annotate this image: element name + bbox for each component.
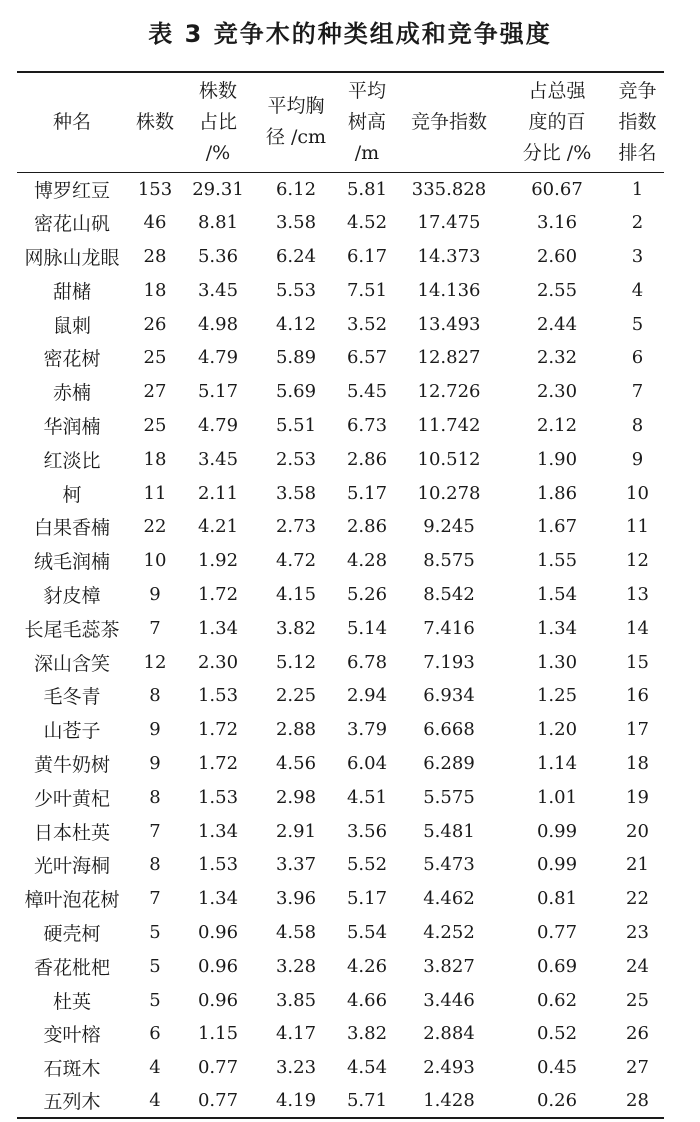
cell-competition-rank: 15 <box>626 651 649 673</box>
cell-species-name: 日本杜英 <box>33 821 110 844</box>
cell-mean-dbh: 4.19 <box>253 1085 339 1119</box>
cell-competition-rank: 16 <box>626 685 649 707</box>
cell-count: 26 <box>143 313 167 335</box>
table-row <box>17 375 664 409</box>
cell-mean-dbh: 5.69 <box>275 381 317 403</box>
cell-percent-of-total: 0.69 <box>536 955 578 977</box>
cell-count: 5 <box>149 955 161 977</box>
cell-percent-of-total: 0.77 <box>536 921 578 943</box>
cell-count: 9 <box>149 583 161 605</box>
cell-mean-height: 5.17 <box>346 888 388 910</box>
table-row <box>17 578 664 612</box>
cell-mean-height: 4.51 <box>346 786 388 808</box>
cell-competition-rank: 24 <box>626 955 649 977</box>
cell-percent-of-total: 1.55 <box>536 550 578 572</box>
table-row <box>17 442 664 476</box>
cell-species-name: 豺皮樟 <box>43 584 101 607</box>
cell-count: 28 <box>143 245 167 267</box>
cell-count: 9 <box>149 752 161 774</box>
cell-percent-of-total: 0.52 <box>536 1023 578 1045</box>
cell-mean-dbh: 4.15 <box>275 583 317 605</box>
cell-count: 7 <box>149 617 161 639</box>
cell-competition-rank: 14 <box>626 617 649 639</box>
cell-mean-height: 6.78 <box>346 651 388 673</box>
table-row <box>17 341 664 375</box>
cell-species-name: 红淡比 <box>43 449 101 472</box>
cell-species-name: 毛冬青 <box>43 686 101 709</box>
cell-mean-dbh: 2.73 <box>275 516 317 538</box>
cell-mean-height: 4.54 <box>346 1057 388 1079</box>
cell-species-name: 香花枇杷 <box>33 956 110 979</box>
cell-count-ratio: 1.34 <box>197 820 239 842</box>
cell-species-name: 密花山矾 <box>33 213 110 236</box>
cell-competition-index: 6.934 <box>423 685 475 707</box>
cell-count-ratio: 1.53 <box>197 685 239 707</box>
table-row <box>17 206 664 240</box>
cell-percent-of-total: 0.99 <box>536 854 578 876</box>
cell-competition-index: 9.245 <box>423 516 475 538</box>
column-header-mean-dbh <box>253 72 339 172</box>
cell-mean-height: 4.28 <box>346 550 388 572</box>
cell-count-ratio: 3.45 <box>197 279 239 301</box>
cell-percent-of-total: 2.30 <box>536 381 578 403</box>
cell-percent-of-total: 3.16 <box>536 212 578 234</box>
cell-mean-dbh: 3.23 <box>275 1057 317 1079</box>
cell-species-name: 石斑木 <box>43 1058 101 1081</box>
column-header-line: 竞争 <box>618 79 657 102</box>
cell-percent-of-total: 1.30 <box>536 651 578 673</box>
column-header-line: /m <box>354 141 380 164</box>
cell-count: 8 <box>149 786 161 808</box>
cell-count: 9 <box>149 719 161 741</box>
cell-count: 22 <box>143 516 167 538</box>
cell-mean-height: 5.54 <box>346 921 388 943</box>
table-row <box>17 172 664 206</box>
cell-mean-height: 7.51 <box>346 279 388 301</box>
cell-mean-dbh: 5.53 <box>275 279 317 301</box>
cell-percent-of-total: 2.32 <box>536 347 578 369</box>
cell-competition-index: 14.373 <box>417 245 481 267</box>
cell-count-ratio: 1.53 <box>197 786 239 808</box>
column-header-species-name <box>17 72 127 172</box>
table-row <box>17 510 664 544</box>
cell-count: 11 <box>143 482 167 504</box>
cell-count: 7 <box>149 888 161 910</box>
column-header-line: 株数 <box>135 110 174 133</box>
cell-mean-height: 5.45 <box>346 381 388 403</box>
table-row <box>17 949 664 983</box>
cell-species-name: 樟叶泡花树 <box>24 889 120 912</box>
cell-competition-rank: 28 <box>611 1085 664 1119</box>
column-header-percent-of-total <box>503 72 611 172</box>
cell-mean-dbh: 3.28 <box>275 955 317 977</box>
column-header-line: 占比 <box>198 110 237 133</box>
cell-mean-dbh: 4.56 <box>275 752 317 774</box>
cell-competition-rank: 13 <box>626 583 649 605</box>
cell-competition-index: 6.289 <box>423 752 475 774</box>
cell-species-name: 少叶黄杞 <box>33 787 110 810</box>
cell-mean-dbh: 4.17 <box>275 1023 317 1045</box>
cell-mean-dbh: 3.82 <box>275 617 317 639</box>
cell-species-name: 光叶海桐 <box>33 855 110 878</box>
cell-mean-height: 5.81 <box>346 178 388 200</box>
cell-count: 5 <box>149 921 161 943</box>
cell-mean-dbh: 5.51 <box>275 414 317 436</box>
cell-count-ratio: 4.98 <box>197 313 239 335</box>
cell-percent-of-total: 0.62 <box>536 989 578 1011</box>
cell-percent-of-total: 0.81 <box>536 888 578 910</box>
cell-mean-dbh: 3.58 <box>275 212 317 234</box>
cell-count-ratio: 0.96 <box>197 955 239 977</box>
cell-count-ratio: 2.11 <box>197 482 239 504</box>
cell-competition-index: 8.575 <box>423 550 475 572</box>
cell-competition-index: 17.475 <box>417 212 481 234</box>
cell-mean-height: 2.86 <box>346 448 388 470</box>
cell-species-name: 硬壳柯 <box>43 922 101 945</box>
cell-mean-dbh: 6.24 <box>275 245 317 267</box>
cell-competition-rank: 17 <box>626 719 649 741</box>
cell-mean-height: 4.26 <box>346 955 388 977</box>
cell-species-name: 博罗红豆 <box>33 179 110 202</box>
cell-mean-height: 3.79 <box>346 719 388 741</box>
cell-competition-index: 8.542 <box>423 583 475 605</box>
cell-competition-rank: 6 <box>631 347 644 369</box>
cell-count: 46 <box>143 212 167 234</box>
table-row <box>17 747 664 781</box>
column-header-line: 平均 <box>347 79 386 102</box>
cell-mean-dbh: 3.37 <box>275 854 317 876</box>
cell-percent-of-total: 1.90 <box>536 448 578 470</box>
table-row <box>17 645 664 679</box>
cell-species-name: 杜英 <box>52 990 91 1013</box>
cell-count-ratio: 3.45 <box>197 448 239 470</box>
cell-mean-height: 4.66 <box>346 989 388 1011</box>
cell-count-ratio: 4.21 <box>197 516 239 538</box>
column-header-competition-rank <box>611 72 664 172</box>
cell-count-ratio: 1.72 <box>197 719 239 741</box>
column-header-count <box>127 72 183 172</box>
cell-competition-rank: 20 <box>626 820 649 842</box>
cell-percent-of-total: 1.01 <box>536 786 578 808</box>
cell-mean-dbh: 3.96 <box>275 888 317 910</box>
table-row <box>17 1017 664 1051</box>
column-header-count-ratio <box>183 72 253 172</box>
cell-species-name: 华润楠 <box>43 415 101 438</box>
cell-species-name: 变叶榕 <box>43 1024 101 1047</box>
table-row <box>17 713 664 747</box>
cell-mean-dbh: 5.12 <box>275 651 317 673</box>
column-header-line: 度的百 <box>528 110 586 133</box>
cell-count-ratio: 1.92 <box>197 550 239 572</box>
cell-mean-dbh: 2.98 <box>275 786 317 808</box>
cell-percent-of-total: 1.14 <box>536 752 578 774</box>
table-body <box>17 172 664 1118</box>
cell-count-ratio: 1.34 <box>197 617 239 639</box>
cell-mean-dbh: 2.88 <box>275 719 317 741</box>
cell-mean-dbh: 6.12 <box>275 178 317 200</box>
cell-competition-index: 11.742 <box>417 414 481 436</box>
column-header-line: 分比 /% <box>522 141 592 164</box>
column-header-competition-index <box>395 72 503 172</box>
cell-species-name: 甜槠 <box>52 280 91 303</box>
cell-count-ratio: 8.81 <box>197 212 239 234</box>
cell-percent-of-total: 2.12 <box>536 414 578 436</box>
cell-count: 25 <box>143 414 167 436</box>
cell-competition-rank: 1 <box>631 178 644 200</box>
cell-count-ratio: 0.77 <box>197 1057 239 1079</box>
cell-competition-rank: 12 <box>626 550 649 572</box>
cell-species-name: 鼠刺 <box>52 314 91 337</box>
cell-count: 153 <box>137 178 173 200</box>
cell-mean-height: 3.56 <box>346 820 388 842</box>
cell-competition-index: 6.668 <box>423 719 475 741</box>
cell-competition-rank: 5 <box>631 313 644 335</box>
cell-competition-rank: 8 <box>631 414 644 436</box>
cell-count-ratio: 0.96 <box>197 921 239 943</box>
table-row <box>17 611 664 645</box>
cell-competition-index: 12.827 <box>417 347 481 369</box>
cell-mean-height: 6.73 <box>346 414 388 436</box>
table-row <box>17 544 664 578</box>
table-row <box>17 476 664 510</box>
cell-species-name: 柯 <box>62 483 82 506</box>
cell-percent-of-total: 0.45 <box>536 1057 578 1079</box>
cell-competition-rank: 3 <box>631 245 644 267</box>
cell-count-ratio: 2.30 <box>197 651 239 673</box>
cell-competition-rank: 19 <box>626 786 649 808</box>
cell-count: 10 <box>143 550 167 572</box>
table-header-row <box>17 72 664 172</box>
cell-percent-of-total: 1.67 <box>536 516 578 538</box>
cell-mean-height: 6.17 <box>346 245 388 267</box>
cell-species-name: 深山含笑 <box>33 652 110 675</box>
cell-count: 27 <box>143 381 167 403</box>
cell-mean-height: 2.94 <box>346 685 388 707</box>
cell-competition-index: 3.446 <box>423 989 475 1011</box>
cell-mean-height: 5.14 <box>346 617 388 639</box>
cell-competition-rank: 26 <box>626 1023 649 1045</box>
cell-mean-dbh: 3.58 <box>275 482 317 504</box>
cell-competition-rank: 2 <box>631 212 644 234</box>
cell-percent-of-total: 1.54 <box>536 583 578 605</box>
cell-mean-height: 5.17 <box>346 482 388 504</box>
cell-count: 25 <box>143 347 167 369</box>
table-row <box>17 1051 664 1085</box>
cell-competition-index: 4.252 <box>423 921 475 943</box>
cell-species-name: 五列木 <box>17 1085 127 1119</box>
column-header-line: 排名 <box>618 141 657 164</box>
cell-competition-index: 5.575 <box>423 786 475 808</box>
cell-competition-index: 7.193 <box>423 651 475 673</box>
cell-count: 18 <box>143 448 167 470</box>
table-row <box>17 240 664 274</box>
cell-count-ratio: 1.72 <box>197 752 239 774</box>
cell-mean-height: 5.52 <box>346 854 388 876</box>
table-row <box>17 814 664 848</box>
column-header-mean-height <box>339 72 395 172</box>
cell-species-name: 网脉山龙眼 <box>24 246 120 269</box>
table-row <box>17 273 664 307</box>
cell-mean-dbh: 2.53 <box>275 448 317 470</box>
cell-species-name: 白果香楠 <box>33 517 110 540</box>
table-row <box>17 916 664 950</box>
cell-mean-dbh: 2.91 <box>275 820 317 842</box>
column-header-line: 树高 <box>347 110 386 133</box>
column-header-line: 径 /cm <box>265 126 327 149</box>
table-row <box>17 780 664 814</box>
cell-percent-of-total: 0.26 <box>503 1085 611 1119</box>
table-row <box>17 882 664 916</box>
cell-percent-of-total: 1.86 <box>536 482 578 504</box>
cell-species-name: 长尾毛蕊茶 <box>24 618 120 641</box>
cell-percent-of-total: 0.99 <box>536 820 578 842</box>
cell-mean-height: 5.26 <box>346 583 388 605</box>
cell-mean-height: 4.52 <box>346 212 388 234</box>
cell-mean-height: 3.52 <box>346 313 388 335</box>
cell-count-ratio: 5.17 <box>197 381 239 403</box>
cell-mean-dbh: 4.12 <box>275 313 317 335</box>
cell-competition-index: 10.512 <box>417 448 481 470</box>
cell-competition-index: 4.462 <box>423 888 475 910</box>
cell-competition-rank: 21 <box>626 854 649 876</box>
cell-count-ratio: 5.36 <box>197 245 239 267</box>
cell-competition-index: 3.827 <box>423 955 475 977</box>
table-row <box>17 1085 664 1119</box>
cell-competition-rank: 9 <box>631 448 644 470</box>
cell-count: 6 <box>149 1023 161 1045</box>
cell-competition-rank: 27 <box>626 1057 649 1079</box>
cell-mean-dbh: 5.89 <box>275 347 317 369</box>
column-header-line: 株数 <box>198 79 237 102</box>
table-row <box>17 679 664 713</box>
cell-competition-rank: 18 <box>626 752 649 774</box>
cell-percent-of-total: 1.25 <box>536 685 578 707</box>
cell-mean-height: 6.04 <box>346 752 388 774</box>
cell-count-ratio: 29.31 <box>192 178 244 200</box>
cell-competition-rank: 4 <box>631 279 644 301</box>
cell-competition-rank: 10 <box>626 482 649 504</box>
column-header-line: 平均胸 <box>267 95 325 118</box>
column-header-line: 占总强 <box>528 79 586 102</box>
cell-count-ratio: 1.34 <box>197 888 239 910</box>
cell-species-name: 山苍子 <box>43 720 101 743</box>
cell-competition-index: 1.428 <box>395 1085 503 1119</box>
cell-mean-height: 2.86 <box>346 516 388 538</box>
competition-table <box>17 71 664 1119</box>
table-caption: 表 3 竞争木的种类组成和竞争强度 <box>148 20 552 48</box>
cell-competition-index: 10.278 <box>417 482 481 504</box>
column-header-line: /% <box>205 141 231 164</box>
cell-competition-rank: 7 <box>631 381 644 403</box>
column-header-line: 指数 <box>618 110 657 133</box>
cell-competition-index: 2.884 <box>423 1023 475 1045</box>
cell-competition-rank: 22 <box>626 888 649 910</box>
cell-mean-height: 5.71 <box>339 1085 395 1119</box>
cell-count-ratio: 1.53 <box>197 854 239 876</box>
cell-competition-index: 7.416 <box>423 617 475 639</box>
table-row <box>17 409 664 443</box>
cell-count: 7 <box>149 820 161 842</box>
cell-species-name: 绒毛润楠 <box>33 551 110 574</box>
cell-count: 4 <box>127 1085 183 1119</box>
cell-species-name: 赤楠 <box>52 382 91 405</box>
cell-count-ratio: 1.72 <box>197 583 239 605</box>
cell-percent-of-total: 1.34 <box>536 617 578 639</box>
cell-percent-of-total: 60.67 <box>531 178 583 200</box>
cell-competition-rank: 23 <box>626 921 649 943</box>
cell-count-ratio: 4.79 <box>197 347 239 369</box>
cell-count-ratio: 1.15 <box>197 1023 239 1045</box>
column-header-line: 竞争指数 <box>410 110 487 133</box>
cell-percent-of-total: 2.60 <box>536 245 578 267</box>
cell-count: 12 <box>143 651 167 673</box>
cell-count: 4 <box>149 1057 161 1079</box>
cell-percent-of-total: 2.44 <box>536 313 578 335</box>
cell-competition-index: 5.473 <box>423 854 475 876</box>
cell-competition-index: 5.481 <box>423 820 475 842</box>
column-header-line: 种名 <box>52 110 91 133</box>
table-row <box>17 983 664 1017</box>
table-row <box>17 848 664 882</box>
cell-competition-index: 12.726 <box>417 381 481 403</box>
cell-mean-dbh: 4.58 <box>275 921 317 943</box>
cell-mean-height: 3.82 <box>346 1023 388 1045</box>
cell-competition-rank: 11 <box>626 516 649 538</box>
cell-count: 8 <box>149 685 161 707</box>
cell-count: 8 <box>149 854 161 876</box>
cell-count-ratio: 0.96 <box>197 989 239 1011</box>
cell-competition-index: 14.136 <box>417 279 481 301</box>
cell-species-name: 密花树 <box>43 348 101 371</box>
cell-competition-rank: 25 <box>626 989 649 1011</box>
cell-mean-dbh: 2.25 <box>275 685 317 707</box>
cell-count-ratio: 4.79 <box>197 414 239 436</box>
cell-count: 5 <box>149 989 161 1011</box>
table-row <box>17 307 664 341</box>
cell-competition-index: 2.493 <box>423 1057 475 1079</box>
cell-competition-index: 13.493 <box>417 313 481 335</box>
cell-mean-dbh: 3.85 <box>275 989 317 1011</box>
cell-percent-of-total: 2.55 <box>536 279 578 301</box>
cell-competition-index: 335.828 <box>411 178 487 200</box>
cell-count-ratio: 0.77 <box>183 1085 253 1119</box>
cell-mean-height: 6.57 <box>346 347 388 369</box>
cell-mean-dbh: 4.72 <box>275 550 317 572</box>
cell-percent-of-total: 1.20 <box>536 719 578 741</box>
cell-count: 18 <box>143 279 167 301</box>
cell-species-name: 黄牛奶树 <box>33 753 110 776</box>
